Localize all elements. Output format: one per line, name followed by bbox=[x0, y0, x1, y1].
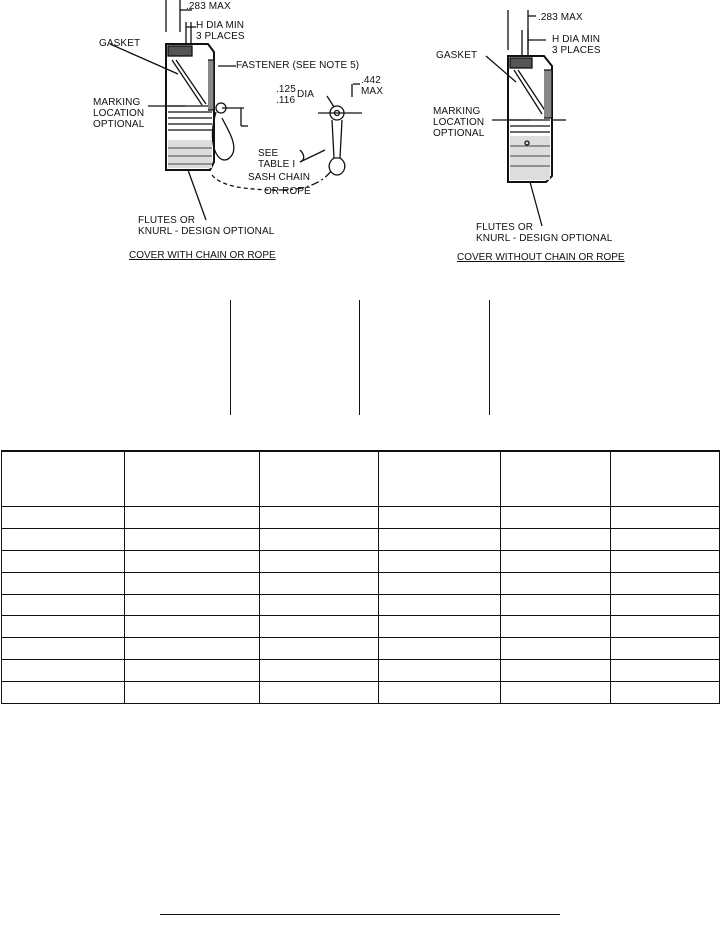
table-cell bbox=[2, 616, 125, 638]
table-cell bbox=[125, 682, 260, 704]
table-header-cell bbox=[125, 451, 260, 507]
table-row bbox=[2, 660, 720, 682]
table-cell bbox=[379, 660, 501, 682]
footer-rule bbox=[160, 914, 560, 915]
dim-125-116: .125 .116 bbox=[276, 84, 296, 106]
table-cell bbox=[260, 528, 379, 550]
table-cell bbox=[379, 572, 501, 594]
h-dia-label-left: H DIA MIN 3 PLACES bbox=[196, 20, 245, 42]
dim-442-max: .442 MAX bbox=[361, 75, 383, 97]
table-row bbox=[2, 616, 720, 638]
table-cell bbox=[379, 638, 501, 660]
table-header-cell bbox=[260, 451, 379, 507]
divider-line-1 bbox=[230, 300, 231, 415]
table-cell bbox=[611, 660, 720, 682]
table-cell bbox=[260, 594, 379, 616]
dim-283-max-left: .283 MAX bbox=[186, 1, 231, 12]
table-header-cell bbox=[611, 451, 720, 507]
table-cell bbox=[125, 638, 260, 660]
table-cell bbox=[125, 550, 260, 572]
table-cell bbox=[501, 550, 611, 572]
table-cell bbox=[501, 572, 611, 594]
table-row bbox=[2, 638, 720, 660]
dimension-table bbox=[1, 450, 720, 704]
gasket-label-left: GASKET bbox=[99, 38, 141, 49]
divider-line-3 bbox=[489, 300, 490, 415]
table-row bbox=[2, 550, 720, 572]
see-table-label: SEE TABLE I bbox=[258, 148, 296, 170]
table-cell bbox=[260, 638, 379, 660]
table-cell bbox=[501, 528, 611, 550]
table-cell bbox=[2, 594, 125, 616]
table-cell bbox=[2, 572, 125, 594]
h-dia-label-right: H DIA MIN 3 PLACES bbox=[552, 34, 601, 56]
dim-283-max-right: .283 MAX bbox=[538, 12, 583, 23]
table-cell bbox=[2, 550, 125, 572]
table-cell bbox=[611, 616, 720, 638]
table-cell bbox=[501, 682, 611, 704]
table-cell bbox=[260, 660, 379, 682]
marking-label-right: MARKING LOCATION OPTIONAL bbox=[433, 106, 485, 139]
table-cell bbox=[125, 528, 260, 550]
caption-cover-with-chain: COVER WITH CHAIN OR ROPE bbox=[129, 250, 276, 261]
flutes-label-right: FLUTES OR KNURL - DESIGN OPTIONAL bbox=[476, 222, 613, 244]
table-row bbox=[2, 594, 720, 616]
table-cell bbox=[2, 682, 125, 704]
divider-line-2 bbox=[359, 300, 360, 415]
caption-cover-without-chain: COVER WITHOUT CHAIN OR ROPE bbox=[457, 252, 625, 263]
table-header-cell bbox=[379, 451, 501, 507]
table-row bbox=[2, 528, 720, 550]
table-cell bbox=[260, 616, 379, 638]
table-cell bbox=[379, 550, 501, 572]
table-cell bbox=[125, 660, 260, 682]
table-cell bbox=[379, 594, 501, 616]
marking-label-left: MARKING LOCATION OPTIONAL bbox=[93, 97, 145, 130]
table-cell bbox=[125, 572, 260, 594]
or-rope-label: OR ROPE bbox=[264, 186, 311, 197]
table-cell bbox=[2, 660, 125, 682]
table-row bbox=[2, 682, 720, 704]
table-cell bbox=[379, 682, 501, 704]
table-cell bbox=[501, 507, 611, 529]
table-cell bbox=[501, 638, 611, 660]
table-header-cell bbox=[501, 451, 611, 507]
table-cell bbox=[501, 616, 611, 638]
table-header-row bbox=[2, 451, 720, 507]
table-cell bbox=[260, 507, 379, 529]
table-cell bbox=[260, 682, 379, 704]
sash-chain-label: SASH CHAIN bbox=[248, 172, 311, 183]
table-cell bbox=[2, 638, 125, 660]
table-cell bbox=[260, 572, 379, 594]
table-cell bbox=[2, 528, 125, 550]
table-cell bbox=[379, 528, 501, 550]
table-cell bbox=[379, 507, 501, 529]
table-cell bbox=[611, 528, 720, 550]
table-cell bbox=[260, 550, 379, 572]
table-header-cell bbox=[2, 451, 125, 507]
table-cell bbox=[501, 594, 611, 616]
table-cell bbox=[611, 638, 720, 660]
table-cell bbox=[611, 550, 720, 572]
dia-label: DIA bbox=[297, 89, 314, 100]
table-cell bbox=[611, 594, 720, 616]
table-cell bbox=[125, 507, 260, 529]
table-cell bbox=[125, 594, 260, 616]
table-cell bbox=[611, 572, 720, 594]
table-cell bbox=[611, 507, 720, 529]
table-row bbox=[2, 507, 720, 529]
table-cell bbox=[125, 616, 260, 638]
fastener-label: FASTENER (SEE NOTE 5) bbox=[236, 60, 360, 71]
table-cell bbox=[379, 616, 501, 638]
table-row bbox=[2, 572, 720, 594]
table-cell bbox=[2, 507, 125, 529]
gasket-label-right: GASKET bbox=[436, 50, 478, 61]
table-cell bbox=[501, 660, 611, 682]
flutes-label-left: FLUTES OR KNURL - DESIGN OPTIONAL bbox=[138, 215, 275, 237]
table-cell bbox=[611, 682, 720, 704]
